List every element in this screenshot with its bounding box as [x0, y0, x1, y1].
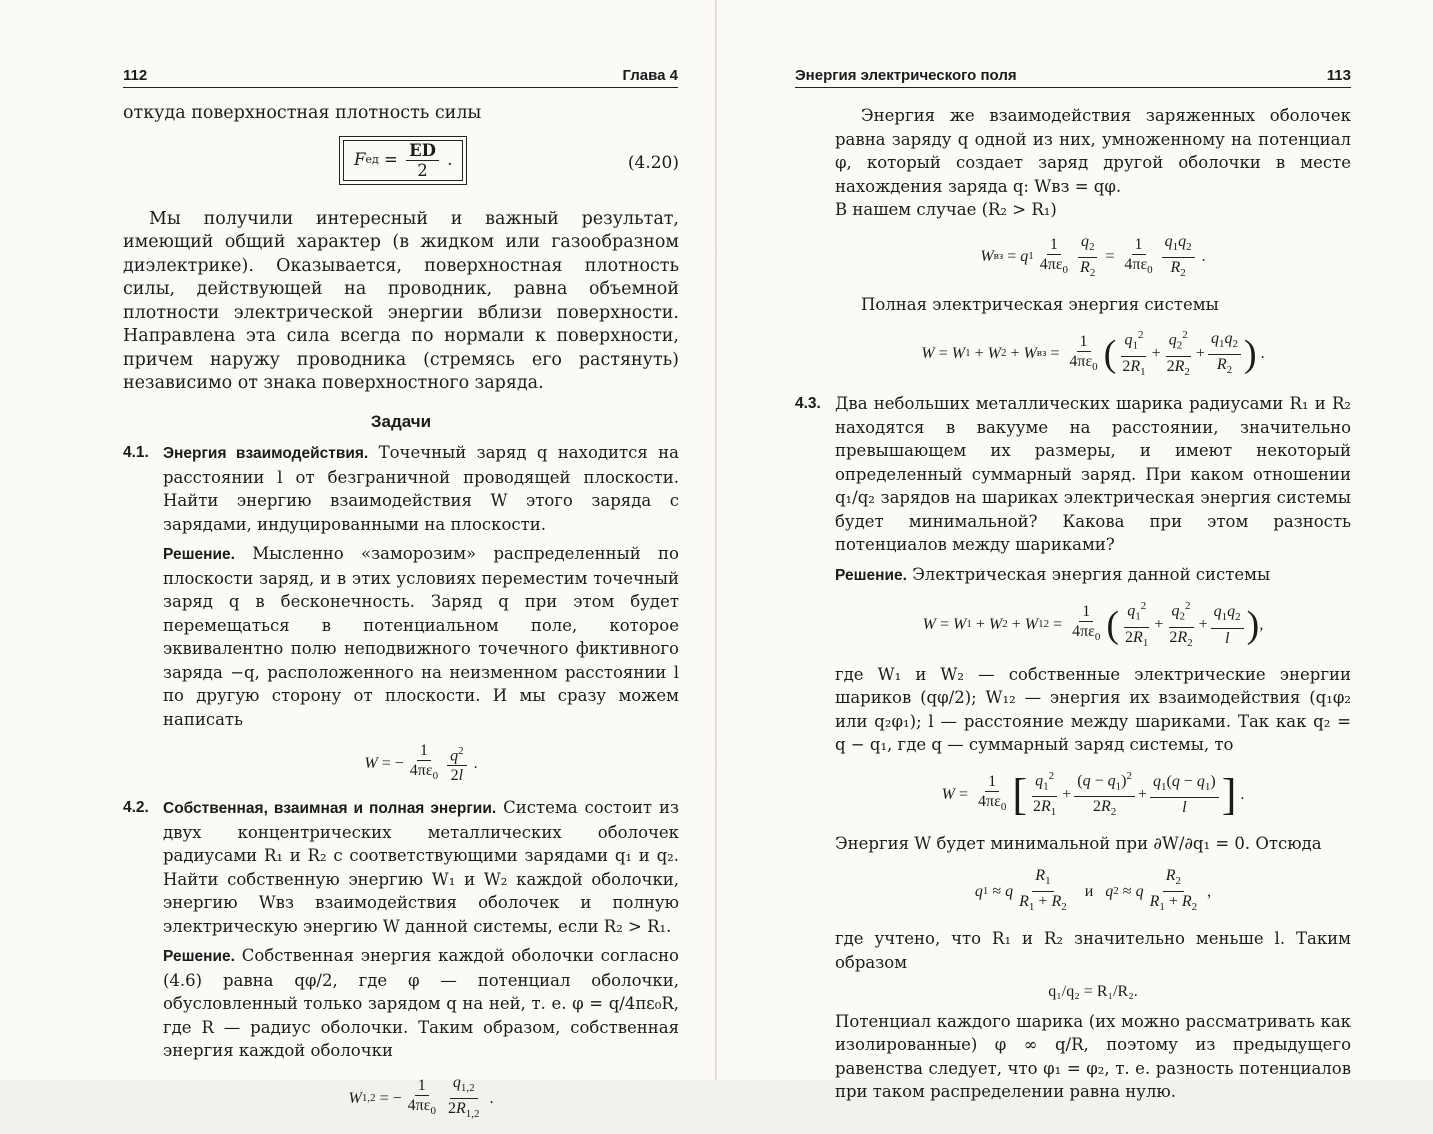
total-energy-text: Полная электрическая энергия системы: [861, 294, 1219, 314]
task-text: Два небольших металлических шарика радиусами R₁ и R₂ находятся в вакууме на расстоянии, значительно превышающем их размеры, и имеют некоторый определенный суммарный заряд. При каком отношении q₁/q₂ зарядов на шариках электрическая энергия системы будет минимальной? Какова при этом разность потенциалов между шариками?: [835, 394, 1351, 555]
task-4-2: [123, 796, 679, 1124]
task-number: 4.2.: [123, 799, 149, 817]
interaction-paragraph: Энергия же взаимодействия заряженных оболочек равна заряду q одной из них, умноженному на потенциал φ, который создает заряд другой оболочки в месте нахождения заряда q: Wвз = qφ.: [835, 106, 1351, 196]
formula-w-total: W = W 1 + W 2 + W вз = $\frac{1}{4\pi\varepsilon_0}$ ( $\frac{q_1^2}{2R_1}$ + $\frac{q_2^2}{2R_2}$ + $\frac{q_1q_2}{R_2}$ ) .: [835, 326, 1351, 382]
right-column: [795, 104, 1351, 1104]
section-title: Задачи: [370, 411, 432, 431]
formula-wvz: W вз = q 1 $\frac{1}{4\pi\varepsilon_0}$ $\frac{q_2}{R_2}$ = $\frac{1}{4\pi\varepsilon_0}$ $\frac{q_1q_2}{R_2}$ .: [980, 232, 1206, 279]
page-number: 112: [123, 67, 148, 84]
task-4-3: [795, 392, 1351, 1104]
task-4-1: [123, 441, 679, 786]
result-paragraph: Мы получили интересный и важный результат, имеющий общий характер (в жидком или газообразном диэлектрике). Оказывается, поверхностная плотность силы, действующей на проводник, равна объемной плотности электрической энергии вблизи поверхности. Направлена эта сила всегда по нормали к поверхности, причем наружу проводника (стремясь его растянуть) независимо от знака поверхностного заряда.: [123, 208, 679, 393]
where-text: где W₁ и W₂ — собственные электрические энергии шариков (qφ/2); W₁₂ — энергия их взаимодействия (q₁φ₂ или q₂φ₁); l — расстояние между шариками. Так как q₂ = q − q₁, где q — суммарный заряд системы, то: [835, 664, 1351, 755]
running-title: Энергия электрического поля: [795, 67, 1017, 84]
solution-label: Решение.: [163, 948, 235, 966]
solution-text: Собственная энергия каждой оболочки согласно (4.6) равна qφ/2, где φ — потенциал оболочки, обусловленный только зарядом q на ней, т. е. φ = q/4πε₀R, где R — радиус оболочки. Таким образом, собственная энергия каждой оболочки: [163, 946, 679, 1061]
solution-text: Мысленно «заморозим» распределенный по плоскости заряд, и в этих условиях переместим точечный заряд q в бесконечность. Заряд q при этом будет перемещаться в потенциальном поле, которое эквивалентно полю неподвижного точечного фиктивного заряда −q, расположенного на неизменном расстоянии l по другую сторону от плоскости. И мы сразу можем написать: [163, 544, 679, 729]
task-4-2-continued: [795, 104, 1351, 382]
formula-ratio: q₁/q₂ = R₁/R₂.: [1048, 983, 1138, 1001]
case-text: В нашем случае (R₂ > R₁): [835, 200, 1057, 219]
task-title: Энергия взаимодействия.: [163, 445, 369, 462]
boxed-formula: F ед = $\frac{ED}{2}$ .: [339, 136, 467, 185]
chapter-title: Глава 4: [622, 67, 678, 84]
equation-number: (4.20): [627, 152, 679, 173]
left-page: [0, 0, 716, 1121]
page-number: 113: [1326, 67, 1351, 84]
solution-text: Электрическая энергия данной системы: [912, 564, 1271, 584]
solution-label: Решение.: [835, 566, 907, 584]
formula-w-system: W = W 1 + W 2 + W 12 = $\frac{1}{4\pi\varepsilon_0}$ ( $\frac{q_1^2}{2R_1}$ + $\frac{q_2^2}{2R_2}$ + $\frac{q_1q_2}{l}$ ) ,: [835, 597, 1351, 653]
taken-text: где учтено, что R₁ и R₂ значительно меньше l. Таким образом: [835, 929, 1351, 972]
formula-charges: q 1 ≈ q $\frac{R_1}{R_1 + R_2}$ и q 2 ≈ q $\frac{R_2}{R_1 + R_2}$ ,: [974, 866, 1212, 914]
left-page-header: [123, 62, 678, 88]
formula-w: W = − $\frac{1}{4\pi\varepsilon_0}$ $\frac{q^2}{2l}$ .: [364, 742, 478, 785]
solution-label: Решение.: [163, 546, 235, 563]
left-column: [123, 102, 679, 1134]
final-text: Потенциал каждого шарика (их можно рассматривать как изолированные) φ ∞ q/R, поэтому из предыдущего равенства следует, что φ₁ = φ₂, т. е. разность потенциалов при таком распределении равна нулю.: [835, 1011, 1351, 1102]
task-title: Собственная, взаимная и полная энергии.: [163, 800, 497, 818]
minimum-text: Энергия W будет минимальной при ∂W/∂q₁ = 0. Отсюда: [835, 834, 1322, 854]
formula-w-substituted: W = $\frac{1}{4\pi\varepsilon_0}$ [ $\frac{q_1^2}{2R_1}$ + $\frac{(q - q_1)^2}{2R_2}$ + $\frac{q_1(q - q_1)}{l}$ ] .: [835, 767, 1351, 823]
equation-4-20: [123, 134, 679, 196]
intro-text: откуда поверхностная плотность силы: [123, 103, 482, 123]
right-page-header: [795, 62, 1351, 88]
right-page: [717, 0, 1433, 1102]
formula-w12: W 1,2 = − $\frac{1}{4\pi\varepsilon_0}$ $\frac{q_{1,2}}{2R_{1,2}}$ .: [348, 1073, 494, 1121]
task-text: Система состоит из двух концентрических металлических оболочек радиусами R₁ и R₂ с соответствующими зарядами q₁ и q₂. Найти собственную энергию W₁ и W₂ каждой оболочки, энергию Wвз взаимодействия оболочек и полную электрическую энергию W данной системы, если R₂ > R₁.: [163, 798, 679, 936]
task-number: 4.3.: [795, 395, 821, 413]
task-text: Точечный заряд q находится на расстоянии l от безграничной проводящей плоскости. Найти энергию взаимодействия W этого заряда с зарядами, индуцированными на плоскости.: [163, 443, 680, 534]
task-number: 4.1.: [123, 444, 149, 461]
